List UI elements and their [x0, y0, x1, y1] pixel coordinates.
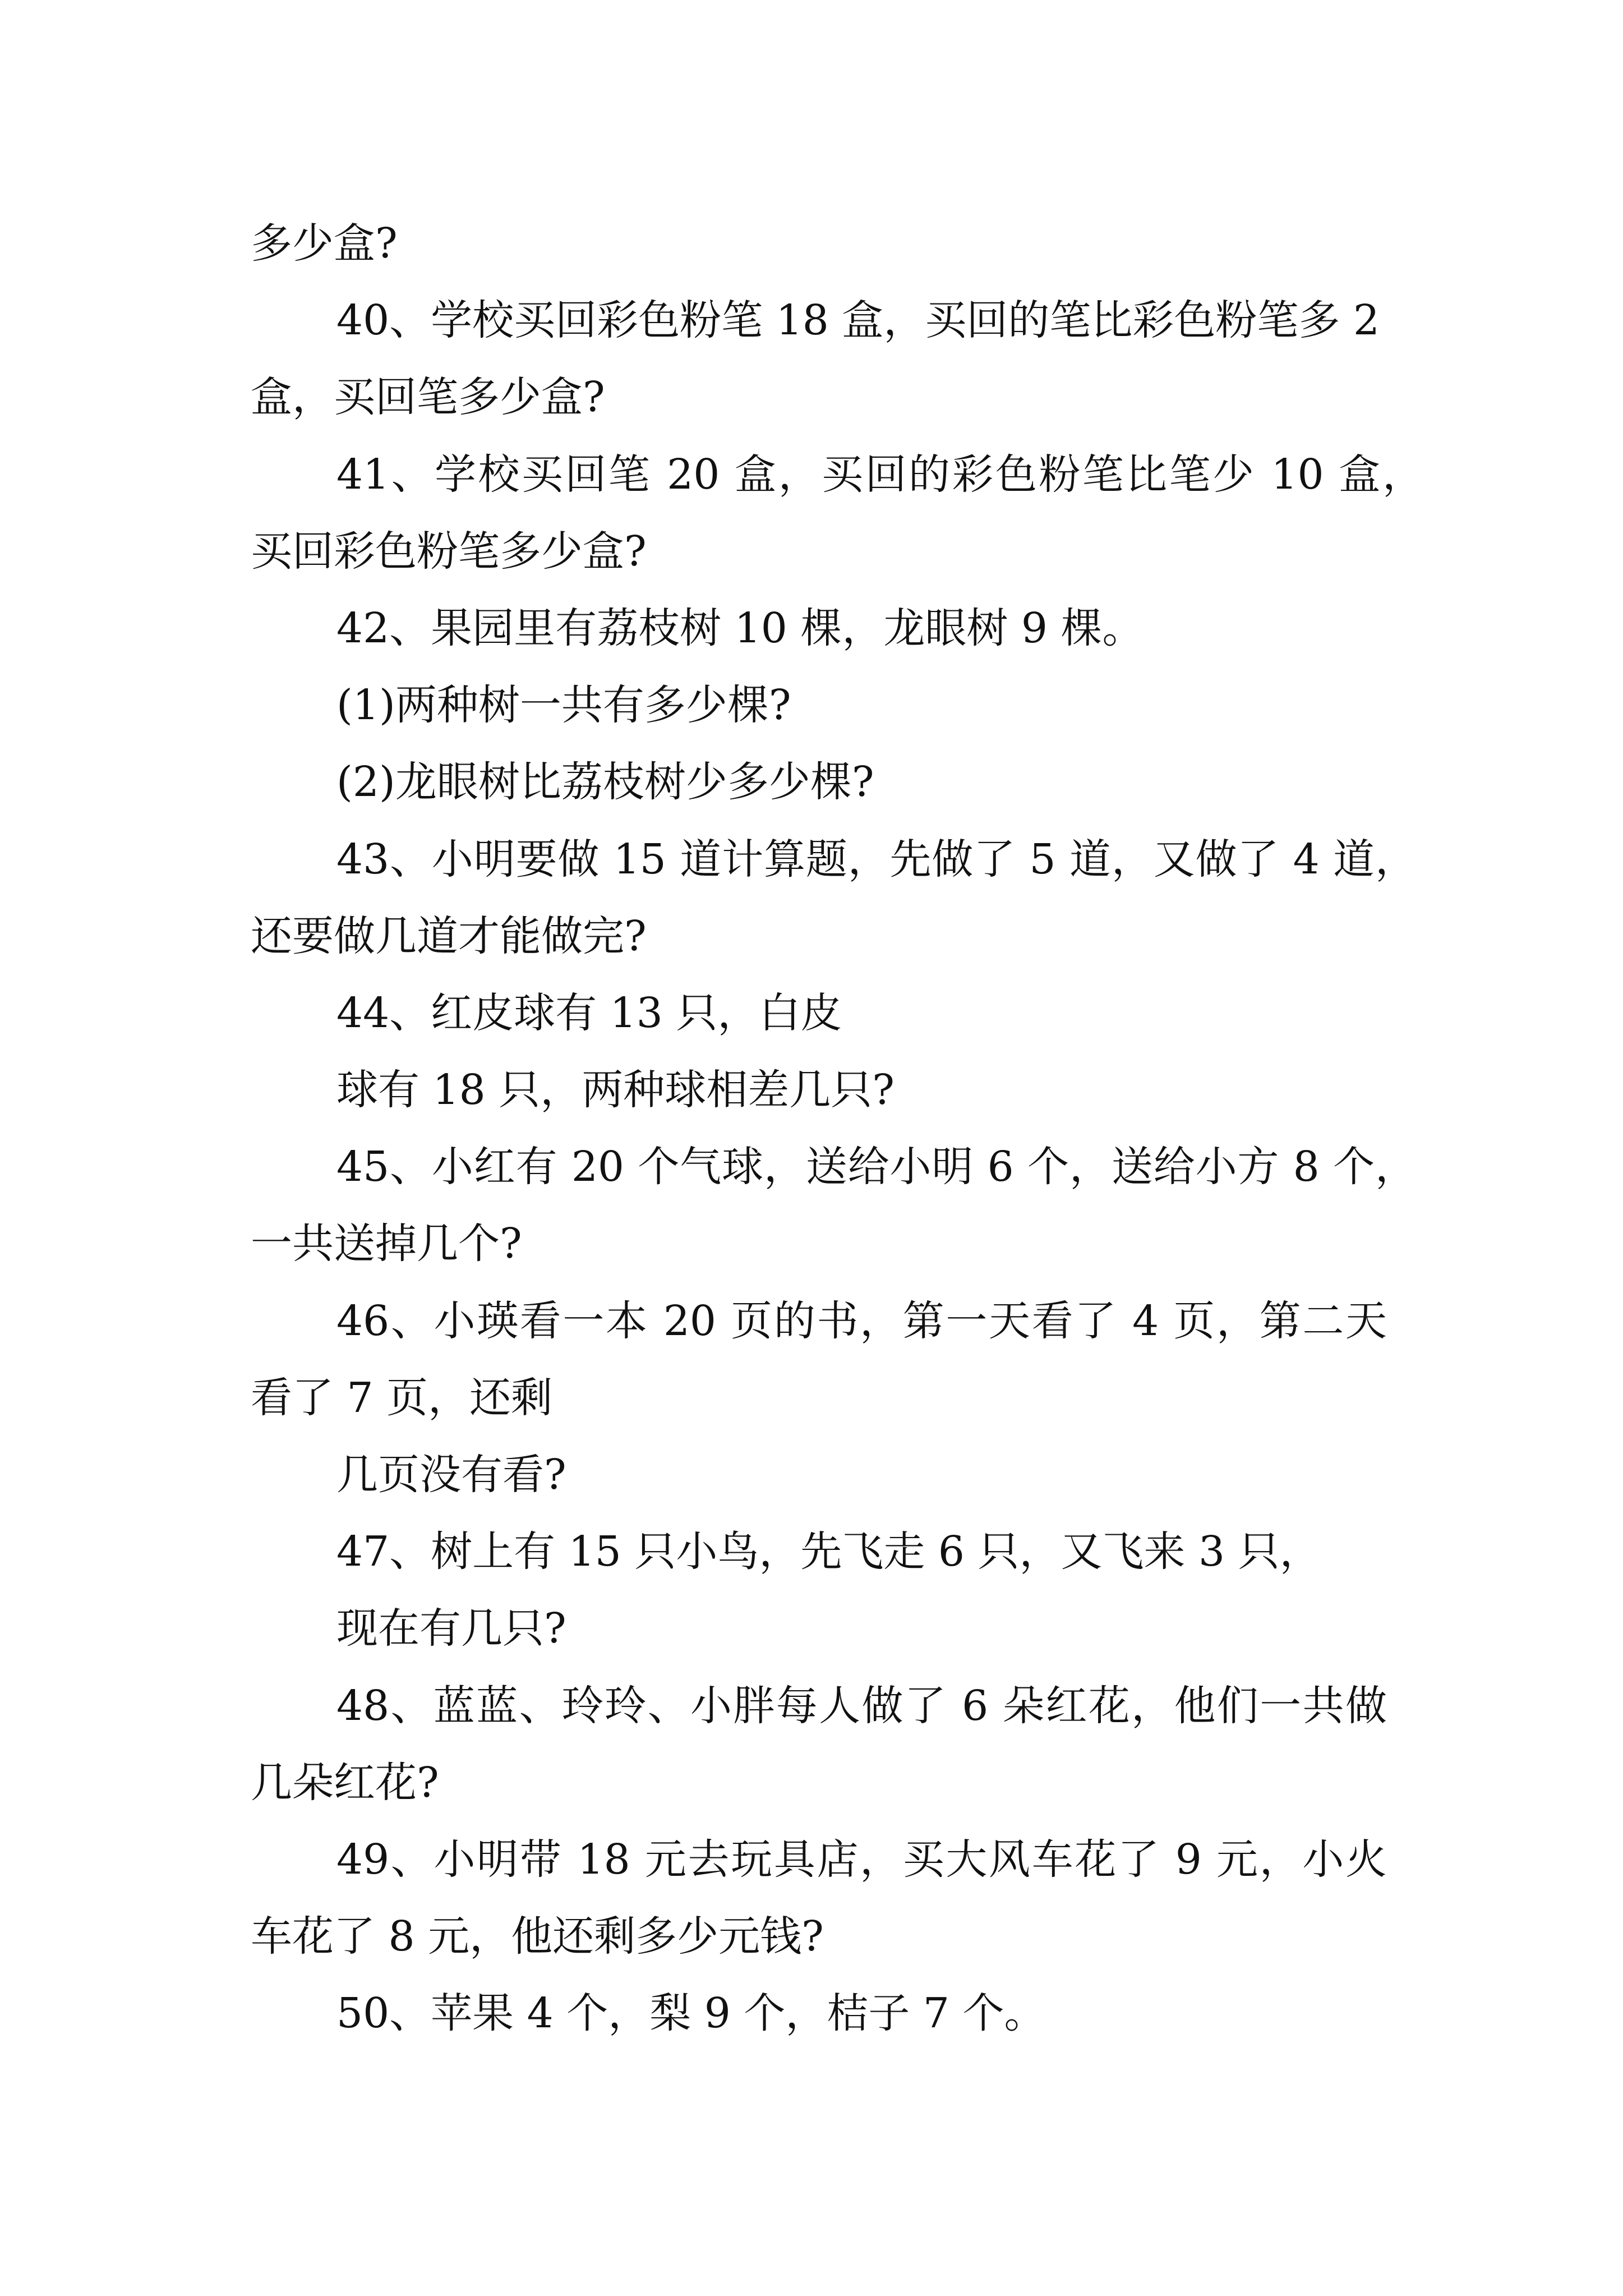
- problem-48-line-2: 几朵红花?: [251, 1758, 439, 1807]
- problem-42-line-1: 42、果园里有荔枝树 10 棵，龙眼树 9 棵。: [336, 604, 1144, 652]
- problem-40-line-1: 40、学校买回彩色粉笔 18 盒，买回的笔比彩色粉笔多 2: [336, 296, 1380, 345]
- problem-48-line-1: 48、蓝蓝、玲玲、小胖每人做了 6 朵红花，他们一共做: [336, 1681, 1387, 1730]
- problem-46-line-2: 看了 7 页，还剩: [251, 1373, 553, 1422]
- problem-43-line-2: 还要做几道才能做完?: [251, 912, 647, 960]
- problem-45-line-1: 45、小红有 20 个气球，送给小明 6 个，送给小方 8 个，: [336, 1143, 1417, 1191]
- problem-41-line-1: 41、学校买回笔 20 盒，买回的彩色粉笔比笔少 10 盒，: [336, 450, 1424, 499]
- problem-43-line-1: 43、小明要做 15 道计算题，先做了 5 道，又做了 4 道，: [336, 835, 1417, 884]
- problem-44-line-1: 44、红皮球有 13 只，白皮: [336, 988, 842, 1037]
- problem-42-subquestion-2: (2)龙眼树比荔枝树少多少棵?: [336, 758, 874, 807]
- problem-45-line-2: 一共送掉几个?: [251, 1220, 522, 1268]
- problem-41-line-2: 买回彩色粉笔多少盒?: [251, 527, 647, 576]
- problem-40-line-2: 盒，买回笔多少盒?: [251, 373, 605, 422]
- problem-50-line-1: 50、苹果 4 个，梨 9 个，桔子 7 个。: [336, 1989, 1046, 2038]
- problem-44-line-2: 球有 18 只，两种球相差几只?: [336, 1066, 895, 1115]
- continued-fragment: 多少盒?: [251, 219, 398, 268]
- problem-47-line-1: 47、树上有 15 只小鸟，先飞走 6 只，又飞来 3 只，: [336, 1527, 1321, 1576]
- problem-49-line-1: 49、小明带 18 元去玩具店，买大风车花了 9 元，小火: [336, 1835, 1387, 1884]
- problem-49-line-2: 车花了 8 元，他还剩多少元钱?: [251, 1912, 824, 1961]
- problem-42-subquestion-1: (1)两种树一共有多少棵?: [336, 681, 791, 730]
- problem-46-line-3: 几页没有看?: [336, 1451, 566, 1499]
- problem-list: [0, 205, 1623, 2053]
- problem-46-line-1: 46、小瑛看一本 20 页的书，第一天看了 4 页，第二天: [336, 1296, 1387, 1345]
- problem-47-line-2: 现在有几只?: [336, 1604, 566, 1653]
